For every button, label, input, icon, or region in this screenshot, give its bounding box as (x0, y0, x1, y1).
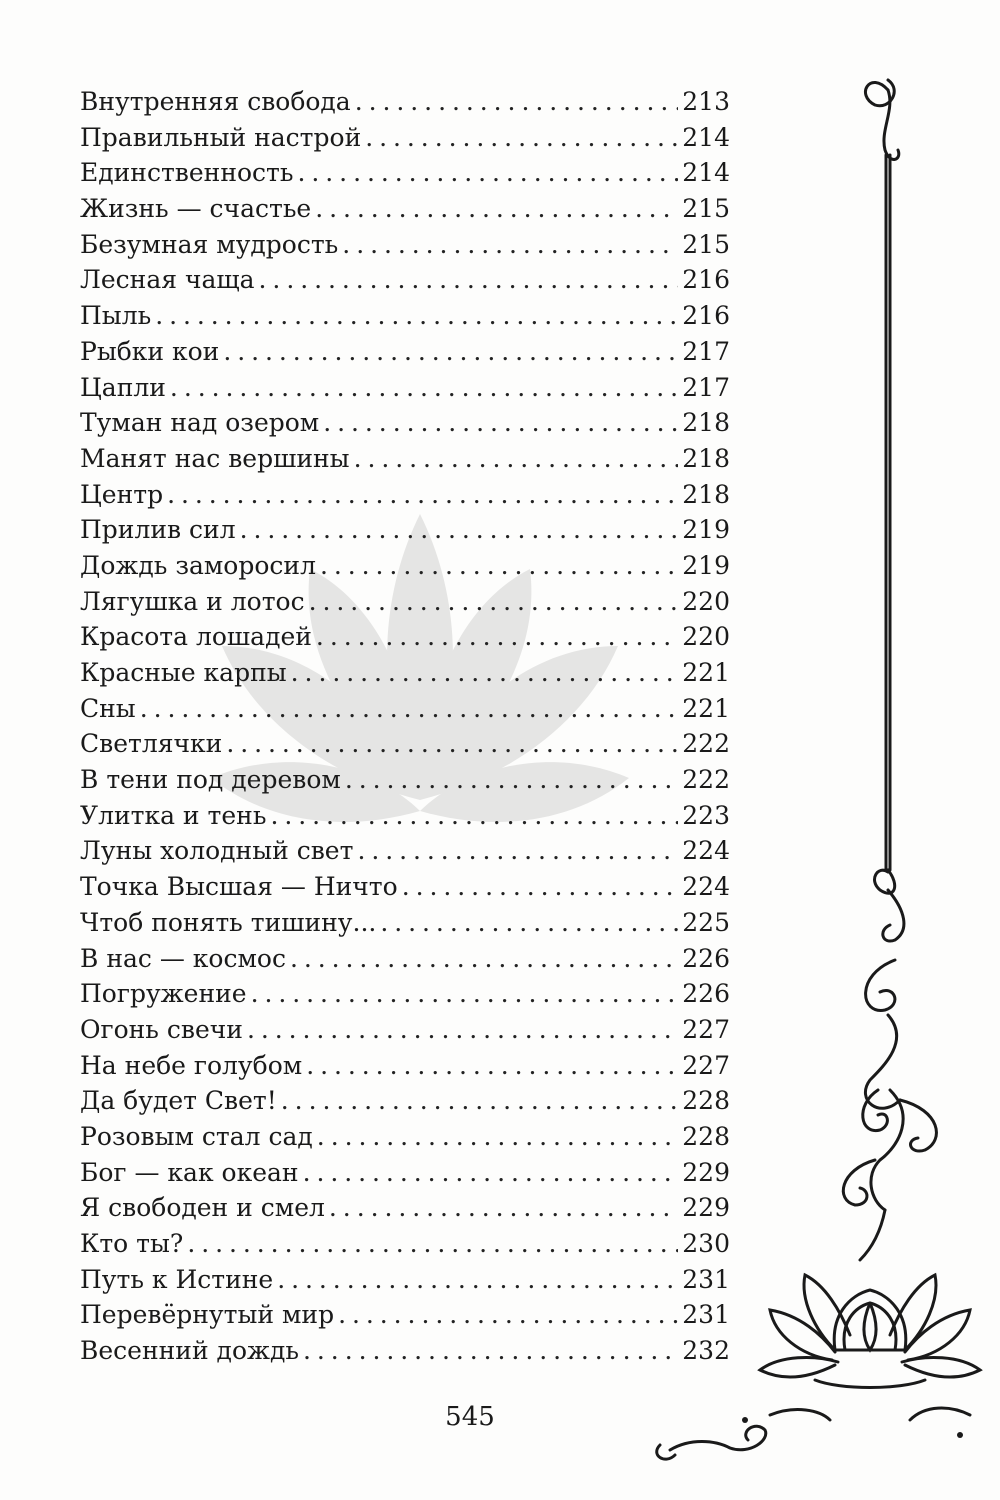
toc-entry (80, 477, 730, 513)
toc-entry (80, 1226, 730, 1262)
toc-entry-title: Точка Высшая — Ничто (80, 872, 398, 902)
toc-entry (80, 512, 730, 548)
toc-dot-leader (291, 655, 678, 691)
toc-entry-title: Лягушка и лотос (80, 586, 305, 616)
toc-dot-leader (338, 1297, 678, 1333)
toc-entry (80, 84, 730, 120)
toc-entry-page: 219 (682, 550, 730, 580)
toc-entry (80, 1333, 730, 1369)
toc-entry (80, 869, 730, 905)
toc-entry-page: 228 (682, 1086, 730, 1116)
toc-entry-page: 214 (682, 122, 730, 152)
table-of-contents (80, 84, 730, 1369)
toc-dot-leader (240, 512, 678, 548)
toc-entry-title: Единственность (80, 158, 294, 188)
toc-dot-leader (303, 1155, 678, 1191)
toc-entry-title: Красота лошадей (80, 622, 312, 652)
toc-entry (80, 227, 730, 263)
toc-entry (80, 120, 730, 156)
toc-entry-page: 215 (682, 229, 730, 259)
toc-dot-leader (270, 798, 678, 834)
toc-entry-page: 223 (682, 800, 730, 830)
toc-entry-page: 229 (682, 1193, 730, 1223)
toc-entry (80, 548, 730, 584)
toc-entry (80, 619, 730, 655)
toc-entry-title: Цапли (80, 372, 166, 402)
toc-entry-page: 219 (682, 515, 730, 545)
toc-dot-leader (306, 1048, 678, 1084)
toc-entry (80, 655, 730, 691)
toc-entry-page: 220 (682, 586, 730, 616)
toc-entry-page: 226 (682, 943, 730, 973)
toc-entry (80, 191, 730, 227)
toc-entry (80, 1262, 730, 1298)
toc-dot-leader (259, 262, 678, 298)
toc-entry (80, 405, 730, 441)
toc-dot-leader (281, 1083, 678, 1119)
toc-entry-title: Кто ты? (80, 1229, 184, 1258)
toc-dot-leader (309, 584, 678, 620)
toc-entry (80, 1048, 730, 1084)
toc-entry-title: Да будет Свет! (80, 1086, 277, 1116)
toc-entry-title: Туман над озером (80, 408, 320, 438)
toc-entry (80, 1119, 730, 1155)
toc-dot-leader (342, 227, 678, 263)
toc-entry-page: 224 (682, 836, 730, 866)
toc-entry-title: Дождь заморосил (80, 550, 316, 580)
toc-entry-title: Лесная чаща (80, 265, 255, 295)
toc-dot-leader (277, 1262, 678, 1298)
lotus-swirl-ornament-icon (640, 60, 1000, 1500)
toc-entry-page: 216 (682, 301, 730, 331)
toc-entry (80, 1155, 730, 1191)
toc-entry-page: 231 (682, 1264, 730, 1294)
toc-entry-page: 221 (682, 658, 730, 687)
toc-entry (80, 976, 730, 1012)
toc-entry (80, 762, 730, 798)
toc-entry-page: 213 (682, 87, 730, 116)
toc-entry-title: Красные карпы (80, 658, 287, 687)
toc-entry-page: 225 (682, 907, 730, 937)
toc-dot-leader (345, 762, 678, 798)
toc-entry-title: Розовым стал сад (80, 1121, 313, 1151)
toc-entry-title: Весенний дождь (80, 1336, 300, 1366)
toc-entry-page: 229 (682, 1157, 730, 1187)
toc-dot-leader (155, 298, 678, 334)
toc-entry-title: Огонь свечи (80, 1014, 243, 1044)
toc-dot-leader (402, 869, 678, 905)
toc-dot-leader (251, 976, 678, 1012)
toc-dot-leader (247, 1012, 678, 1048)
toc-entry-title: Улитка и тень (80, 800, 267, 830)
toc-entry (80, 1012, 730, 1048)
toc-entry-title: Бог — как океан (80, 1157, 299, 1187)
toc-dot-leader (226, 726, 678, 762)
toc-entry-page: 230 (682, 1229, 730, 1258)
toc-entry (80, 905, 730, 941)
toc-entry-page: 218 (682, 479, 730, 509)
toc-dot-leader (298, 155, 679, 191)
toc-dot-leader (290, 941, 678, 977)
toc-entry-title: Центр (80, 479, 164, 509)
toc-entry (80, 334, 730, 370)
toc-entry-title: Луны холодный свет (80, 836, 354, 866)
toc-entry-title: Перевёрнутый мир (80, 1300, 335, 1330)
toc-entry (80, 155, 730, 191)
toc-entry-title: Светлячки (80, 729, 223, 759)
toc-entry (80, 441, 730, 477)
toc-entry (80, 1190, 730, 1226)
toc-entry-title: Безумная мудрость (80, 229, 339, 259)
toc-dot-leader (303, 1333, 678, 1369)
toc-entry-title: Я свободен и смел (80, 1193, 325, 1223)
toc-entry-page: 220 (682, 622, 730, 652)
toc-entry-page: 217 (682, 336, 730, 366)
toc-entry-page: 222 (682, 765, 730, 795)
toc-entry-page: 217 (682, 372, 730, 402)
toc-entry-page: 216 (682, 265, 730, 295)
toc-entry-title: Путь к Истине (80, 1264, 274, 1294)
toc-dot-leader (357, 833, 678, 869)
toc-dot-leader (354, 441, 678, 477)
toc-entry-title: Пыль (80, 301, 152, 331)
toc-entry-page: 214 (682, 158, 730, 188)
toc-entry-title: Погружение (80, 979, 247, 1009)
toc-entry (80, 726, 730, 762)
toc-entry (80, 691, 730, 727)
toc-entry-page: 215 (682, 194, 730, 224)
toc-dot-leader (223, 334, 678, 370)
toc-entry (80, 798, 730, 834)
toc-entry-title: Рыбки кои (80, 336, 220, 366)
toc-dot-leader (365, 120, 678, 156)
toc-entry-title: Сны (80, 693, 136, 723)
toc-dot-leader (170, 370, 678, 406)
toc-dot-leader (167, 477, 678, 513)
toc-entry-page: 227 (682, 1014, 730, 1044)
toc-entry (80, 298, 730, 334)
toc-entry-page: 227 (682, 1050, 730, 1080)
toc-dot-leader (317, 1119, 678, 1155)
toc-entry-title: Чтоб понять тишину... (80, 907, 377, 937)
toc-dot-leader (329, 1190, 678, 1226)
toc-entry-page: 232 (682, 1336, 730, 1366)
toc-entry-page: 222 (682, 729, 730, 759)
toc-entry-page: 221 (682, 693, 730, 723)
toc-entry-title: Внутренняя свобода (80, 87, 351, 116)
toc-entry-title: В нас — космос (80, 943, 286, 973)
toc-dot-leader (140, 691, 678, 727)
toc-entry-title: На небе голубом (80, 1050, 303, 1080)
toc-entry-page: 226 (682, 979, 730, 1009)
toc-entry-title: Прилив сил (80, 515, 236, 545)
toc-entry (80, 941, 730, 977)
toc-entry-page: 224 (682, 872, 730, 902)
toc-dot-leader (316, 619, 678, 655)
toc-dot-leader (320, 548, 678, 584)
toc-entry (80, 833, 730, 869)
toc-entry (80, 584, 730, 620)
toc-entry-page: 228 (682, 1121, 730, 1151)
toc-entry-title: Правильный настрой (80, 122, 362, 152)
toc-dot-leader (380, 905, 678, 941)
toc-entry (80, 370, 730, 406)
toc-dot-leader (315, 191, 678, 227)
toc-entry-page: 231 (682, 1300, 730, 1330)
toc-entry-title: Манят нас вершины (80, 443, 350, 473)
toc-entry-page: 218 (682, 408, 730, 438)
toc-entry (80, 262, 730, 298)
toc-dot-leader (323, 405, 678, 441)
toc-entry-title: Жизнь — счастье (80, 194, 312, 224)
toc-dot-leader (187, 1226, 678, 1262)
toc-dot-leader (355, 84, 678, 120)
toc-entry (80, 1297, 730, 1333)
toc-entry (80, 1083, 730, 1119)
toc-entry-title: В тени под деревом (80, 765, 341, 795)
page-number: 545 (445, 1402, 495, 1432)
toc-entry-page: 218 (682, 443, 730, 473)
